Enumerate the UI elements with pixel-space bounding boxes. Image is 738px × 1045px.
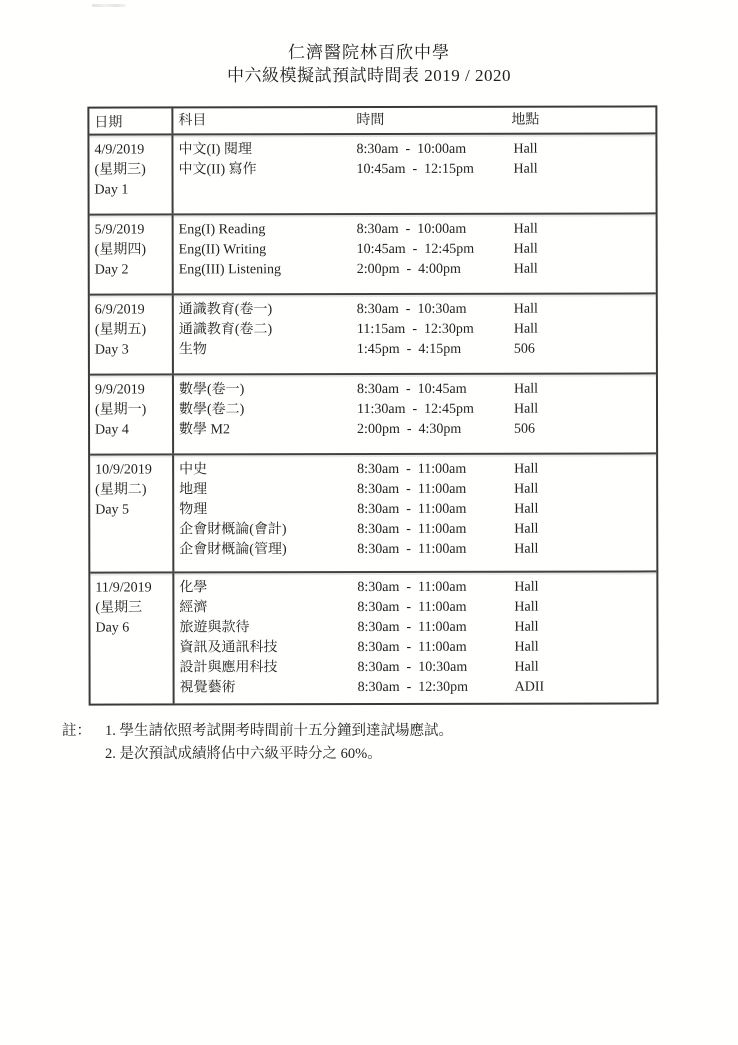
- subject-cell: Eng(II) Writing: [178, 242, 267, 258]
- date-line: 4/9/2019: [94, 142, 145, 158]
- entries: [174, 572, 656, 703]
- date-line: 11/9/2019: [95, 580, 152, 596]
- exam-entry: [174, 419, 656, 440]
- date-line: Day 6: [95, 620, 130, 636]
- time-cell: 11:30am - 12:45pm: [356, 401, 474, 418]
- venue-cell: Hall: [514, 639, 539, 655]
- subject-cell: Eng(I) Reading: [178, 222, 266, 238]
- exam-entry: [174, 399, 656, 420]
- venue-cell: Hall: [513, 141, 538, 157]
- exam-entry: [174, 499, 656, 520]
- exam-entry: [175, 657, 657, 678]
- exam-entry: [174, 219, 656, 240]
- time-cell: 10:45am - 12:15pm: [356, 161, 474, 178]
- venue-cell: Hall: [514, 521, 539, 537]
- exam-entry: [173, 159, 655, 180]
- subject-cell: 通識教育(卷二): [178, 322, 273, 338]
- time-cell: 8:30am - 10:00am: [356, 221, 467, 238]
- venue-cell: 506: [513, 341, 535, 357]
- entries: [173, 134, 655, 213]
- subject-cell: 視覺藝術: [179, 680, 236, 696]
- subject-cell: 企會財概論(管理): [179, 542, 287, 558]
- time-cell: 8:30am - 11:00am: [357, 461, 467, 478]
- subject-cell: 生物: [178, 342, 207, 358]
- exam-entry: [174, 597, 656, 618]
- subject-cell: 數學 M2: [179, 422, 231, 438]
- header-subject-label: 科目: [178, 113, 207, 129]
- exam-entry: [174, 459, 656, 480]
- venue-cell: Hall: [513, 381, 539, 397]
- entries: [174, 454, 656, 571]
- exam-entry: [174, 539, 656, 560]
- time-cell: 8:30am - 11:00am: [357, 481, 467, 498]
- venue-cell: Hall: [514, 541, 539, 557]
- header-grid: [173, 110, 655, 131]
- venue-cell: Hall: [514, 659, 539, 675]
- entries: [174, 214, 656, 293]
- time-cell: 8:30am - 11:00am: [357, 639, 467, 656]
- date-cell: [89, 135, 173, 213]
- venue-cell: Hall: [513, 321, 538, 337]
- footnotes: [62, 720, 453, 765]
- venue-cell: Hall: [513, 261, 538, 277]
- entries: [174, 294, 656, 373]
- subject-cell: 中文(II) 寫作: [178, 162, 257, 178]
- document-title: 中六級模擬試預試時間表 2019 / 2020: [227, 66, 511, 85]
- date-cell: [90, 455, 174, 571]
- date-cell: [90, 295, 174, 373]
- time-cell: 8:30am - 11:00am: [357, 599, 467, 616]
- exam-timetable: [87, 105, 658, 705]
- time-cell: 10:45am - 12:45pm: [356, 241, 475, 258]
- header-venue-label: 地點: [511, 112, 540, 128]
- scan-artifact: [92, 4, 126, 7]
- footnote-2: 2. 是次預試成績將佔中六級平時分之 60%。: [105, 745, 382, 762]
- time-cell: 8:30am - 11:00am: [357, 521, 467, 538]
- subject-cell: 經濟: [179, 600, 208, 616]
- date-line: 5/9/2019: [94, 222, 145, 238]
- venue-cell: Hall: [513, 301, 538, 317]
- subject-cell: 資訊及通訊科技: [179, 640, 278, 656]
- entries: [174, 374, 656, 453]
- exam-entry: [174, 617, 656, 638]
- date-cell: [90, 215, 174, 293]
- time-cell: 2:00pm - 4:30pm: [357, 421, 462, 438]
- table-body: [89, 134, 656, 703]
- date-line: 10/9/2019: [95, 462, 152, 478]
- subject-cell: 中文(I) 閱理: [178, 142, 252, 158]
- date-line: (星期三): [94, 162, 146, 178]
- header-date: [89, 108, 173, 133]
- exam-entry: [174, 299, 656, 320]
- date-line: (星期五): [94, 322, 147, 338]
- venue-cell: Hall: [514, 619, 539, 635]
- exam-entry: [175, 677, 657, 698]
- table-row: [90, 294, 656, 375]
- time-cell: 8:30am - 11:00am: [357, 501, 467, 518]
- time-cell: 2:00pm - 4:00pm: [356, 261, 461, 278]
- venue-cell: Hall: [513, 241, 538, 257]
- exam-entry: [174, 479, 656, 500]
- exam-entry: [174, 637, 656, 658]
- subject-cell: 化學: [179, 580, 208, 596]
- date-line: (星期一): [94, 402, 147, 418]
- subject-cell: 數學(卷二): [178, 402, 245, 418]
- venue-cell: Hall: [514, 579, 539, 595]
- date-line: Day 1: [94, 182, 129, 198]
- venue-cell: Hall: [513, 221, 538, 237]
- document-header: [0, 42, 738, 88]
- subject-cell: 地理: [179, 482, 208, 498]
- date-line: Day 2: [94, 262, 129, 278]
- subject-cell: 通識教育(卷一): [178, 302, 273, 318]
- footnotes-items: [105, 720, 453, 765]
- venue-cell: Hall: [513, 401, 539, 417]
- date-line: Day 5: [95, 502, 130, 518]
- exam-entry: [174, 319, 656, 340]
- exam-entry: [174, 339, 656, 360]
- date-line: Day 3: [94, 342, 129, 358]
- table-row: [90, 454, 656, 573]
- subject-cell: 旅遊與款待: [179, 620, 250, 636]
- exam-entry: [174, 577, 656, 598]
- time-cell: 8:30am - 10:45am: [356, 381, 467, 398]
- subject-cell: 中史: [179, 462, 208, 478]
- date-line: (星期三: [95, 600, 143, 616]
- date-line: 9/9/2019: [94, 382, 145, 398]
- venue-cell: 506: [514, 421, 536, 437]
- subject-cell: 設計與應用科技: [179, 660, 278, 676]
- venue-cell: Hall: [514, 461, 539, 477]
- time-cell: 8:30am - 11:00am: [357, 541, 467, 558]
- date-line: (星期二): [95, 482, 147, 498]
- time-cell: 8:30am - 11:00am: [357, 579, 467, 596]
- venue-cell: Hall: [514, 501, 539, 517]
- table-row: [90, 572, 656, 703]
- table-row: [90, 374, 656, 455]
- date-line: (星期四): [94, 242, 147, 258]
- time-cell: 11:15am - 12:30pm: [356, 321, 474, 338]
- time-cell: 8:30am - 10:30am: [357, 659, 468, 676]
- exam-entry: [174, 259, 656, 280]
- subject-cell: 企會財概論(會計): [179, 522, 287, 538]
- subject-cell: 物理: [179, 502, 208, 518]
- time-cell: 8:30am - 11:00am: [357, 619, 467, 636]
- subject-cell: Eng(III) Listening: [178, 262, 281, 278]
- venue-cell: Hall: [514, 599, 539, 615]
- date-line: 6/9/2019: [94, 302, 145, 318]
- exam-entry: [174, 379, 656, 400]
- header-entries: [173, 107, 655, 133]
- table-row: [89, 134, 655, 215]
- table-header-row: [89, 107, 655, 135]
- exam-entry: [174, 239, 656, 260]
- date-cell: [90, 573, 174, 703]
- header-time-label: 時間: [356, 112, 385, 129]
- subject-cell: 數學(卷一): [178, 382, 245, 398]
- exam-entry: [174, 519, 656, 540]
- footnotes-label: 註：: [62, 723, 91, 739]
- time-cell: 8:30am - 10:30am: [356, 301, 467, 318]
- header-date-label: 日期: [94, 115, 123, 131]
- time-cell: 8:30am - 12:30pm: [357, 679, 469, 696]
- time-cell: 8:30am - 10:00am: [356, 141, 467, 158]
- table-row: [90, 214, 656, 295]
- venue-cell: Hall: [514, 481, 539, 497]
- venue-cell: Hall: [513, 161, 538, 177]
- venue-cell: ADII: [514, 679, 545, 695]
- school-name: 仁濟醫院林百欣中學: [288, 43, 450, 62]
- footnote-1: 1. 學生請依照考試開考時間前十五分鐘到達試場應試。: [105, 723, 453, 739]
- exam-entry: [173, 139, 655, 160]
- date-line: Day 4: [95, 422, 129, 438]
- date-cell: [90, 375, 174, 453]
- time-cell: 1:45pm - 4:15pm: [356, 341, 462, 358]
